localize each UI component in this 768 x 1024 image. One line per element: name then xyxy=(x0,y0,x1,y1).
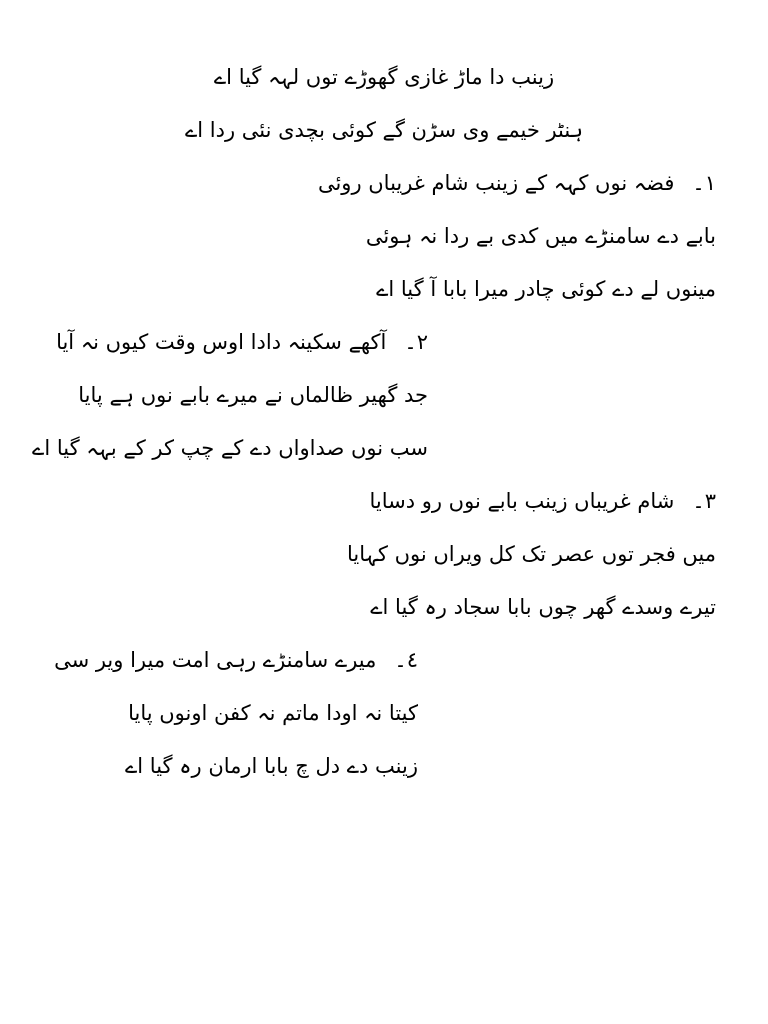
verse-text: آکھے سکینہ دادا اوس وقت کیوں نہ آیا xyxy=(56,330,387,354)
stanza-number: ٤۔ xyxy=(394,648,418,672)
verse-text: فضہ نوں کہہ کے زینب شام غریباں روئی xyxy=(317,171,675,195)
stanza-1-line-1 xyxy=(318,168,716,198)
stanza-number: ٣۔ xyxy=(692,489,716,513)
stanza-4-line-3: زینب دے دل چ بابا ارمان رہ گیا اے xyxy=(124,754,418,778)
stanza-4-line-2: کیتا نہ اودا ماتم نہ کفن اونوں پایا xyxy=(128,701,418,725)
stanza-2-line-1 xyxy=(56,327,428,357)
stanza-1-line-3: مینوں لے دے کوئی چادر میرا بابا آ گیا اے xyxy=(376,277,716,301)
stanza-2-line-2: جد گھیر ظالماں نے میرے بابے نوں ہے پایا xyxy=(78,383,428,407)
title-line-2: ہنٹر خیمے وی سڑن گے کوئی بچدی نئی ردا اے xyxy=(184,118,584,142)
stanza-1-line-2: بابے دے سامنڑے میں کدی بے ردا نہ ہوئی xyxy=(365,224,716,248)
stanza-3-line-1 xyxy=(369,486,716,516)
verse-text: شام غریباں زینب بابے نوں رو دسایا xyxy=(369,489,675,513)
stanza-number: ٢۔ xyxy=(404,330,428,354)
stanza-number: ١۔ xyxy=(692,171,716,195)
stanza-3-line-3: تیرے وسدے گھر چوں بابا سجاد رہ گیا اے xyxy=(370,595,716,619)
verse-text: میرے سامنڑے رہی امت میرا ویر سی xyxy=(54,648,377,672)
stanza-3-line-2: میں فجر توں عصر تک کل ویراں نوں کہایا xyxy=(346,542,716,566)
stanza-4-line-1 xyxy=(54,645,418,675)
stanza-2-line-3: سب نوں صداواں دے کے چپ کر کے بہہ گیا اے xyxy=(32,436,428,460)
title-line-1: زینب دا ماڑ غازی گھوڑے توں لہہ گیا اے xyxy=(213,65,555,89)
